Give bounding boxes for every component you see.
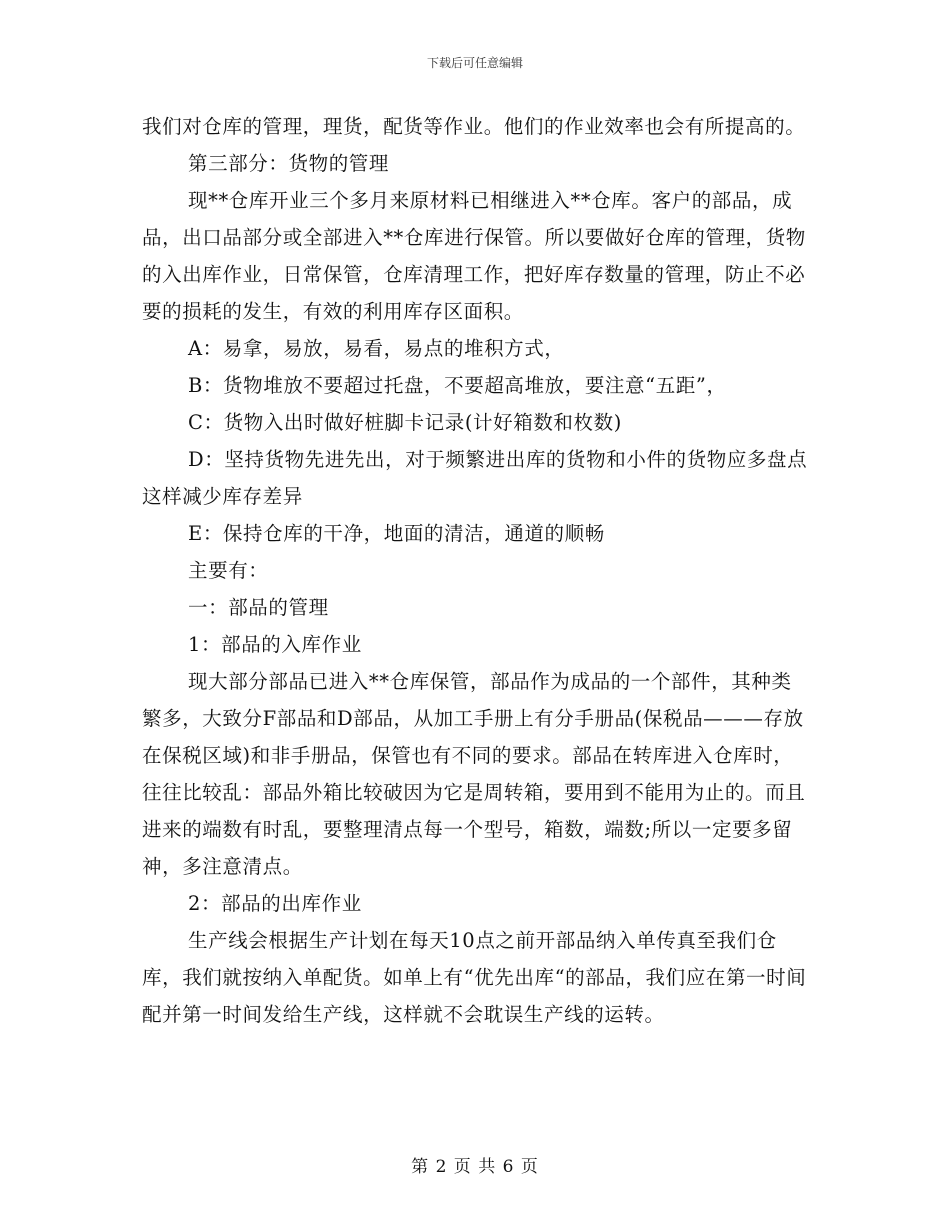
list-item: C：货物入出时做好桩脚卡记录(计好箱数和枚数) xyxy=(188,411,622,434)
paragraph: 主要有： xyxy=(188,559,269,582)
paragraph: 现大部分部品已进入**仓库保管，部品作为成品的一个部件，其种类繁多，大致分F部品和D部品，从加工手册上有分手册品(保税品———存放在保税区域)和非手册品，保管也有不同的要求。部品在转库进入仓库时，往往比较乱：部品外箱比较破因为它是周转箱，要用到不能用为止的。而且进来的端数有时乱，要整理清点每一个型号，箱数，端数;所以一定要多留神，多注意清点。 xyxy=(142,670,806,878)
page-header: 下载后可任意编辑 xyxy=(426,56,523,70)
subsection-heading: 1：部品的入库作业 xyxy=(188,633,362,656)
list-item: B：货物堆放不要超过托盘，不要超高堆放，要注意“五距”， xyxy=(188,374,727,397)
list-item: A：易拿，易放，易看，易点的堆积方式， xyxy=(188,337,565,360)
list-item: E：保持仓库的干净，地面的清洁，通道的顺畅 xyxy=(188,522,605,545)
subsection-heading: 一：部品的管理 xyxy=(188,596,329,619)
list-item: D：坚持货物先进先出，对于频繁进出库的货物和小件的货物应多盘点这样减少库存差异 xyxy=(142,448,808,508)
subsection-heading: 2：部品的出库作业 xyxy=(188,892,362,915)
paragraph: 现**仓库开业三个多月来原材料已相继进入**仓库。客户的部品，成品，出口品部分或全部进入**仓库进行保管。所以要做好仓库的管理，货物的入出库作业，日常保管，仓库清理工作，把好库存数量的管理，防止不必要的损耗的发生，有效的利用库存区面积。 xyxy=(142,189,806,323)
section-heading: 第三部分：货物的管理 xyxy=(188,152,390,175)
paragraph: 我们对仓库的管理，理货，配货等作业。他们的作业效率也会有所提高的。 xyxy=(142,115,806,138)
document-body xyxy=(142,108,810,1033)
page-footer: 第 2 页 共 6 页 xyxy=(411,1157,539,1177)
paragraph: 生产线会根据生产计划在每天10点之前开部品纳入单传真至我们仓库，我们就按纳入单配货。如单上有“优先出库“的部品，我们应在第一时间配并第一时间发给生产线，这样就不会耽误生产线的运转。 xyxy=(142,929,807,1026)
